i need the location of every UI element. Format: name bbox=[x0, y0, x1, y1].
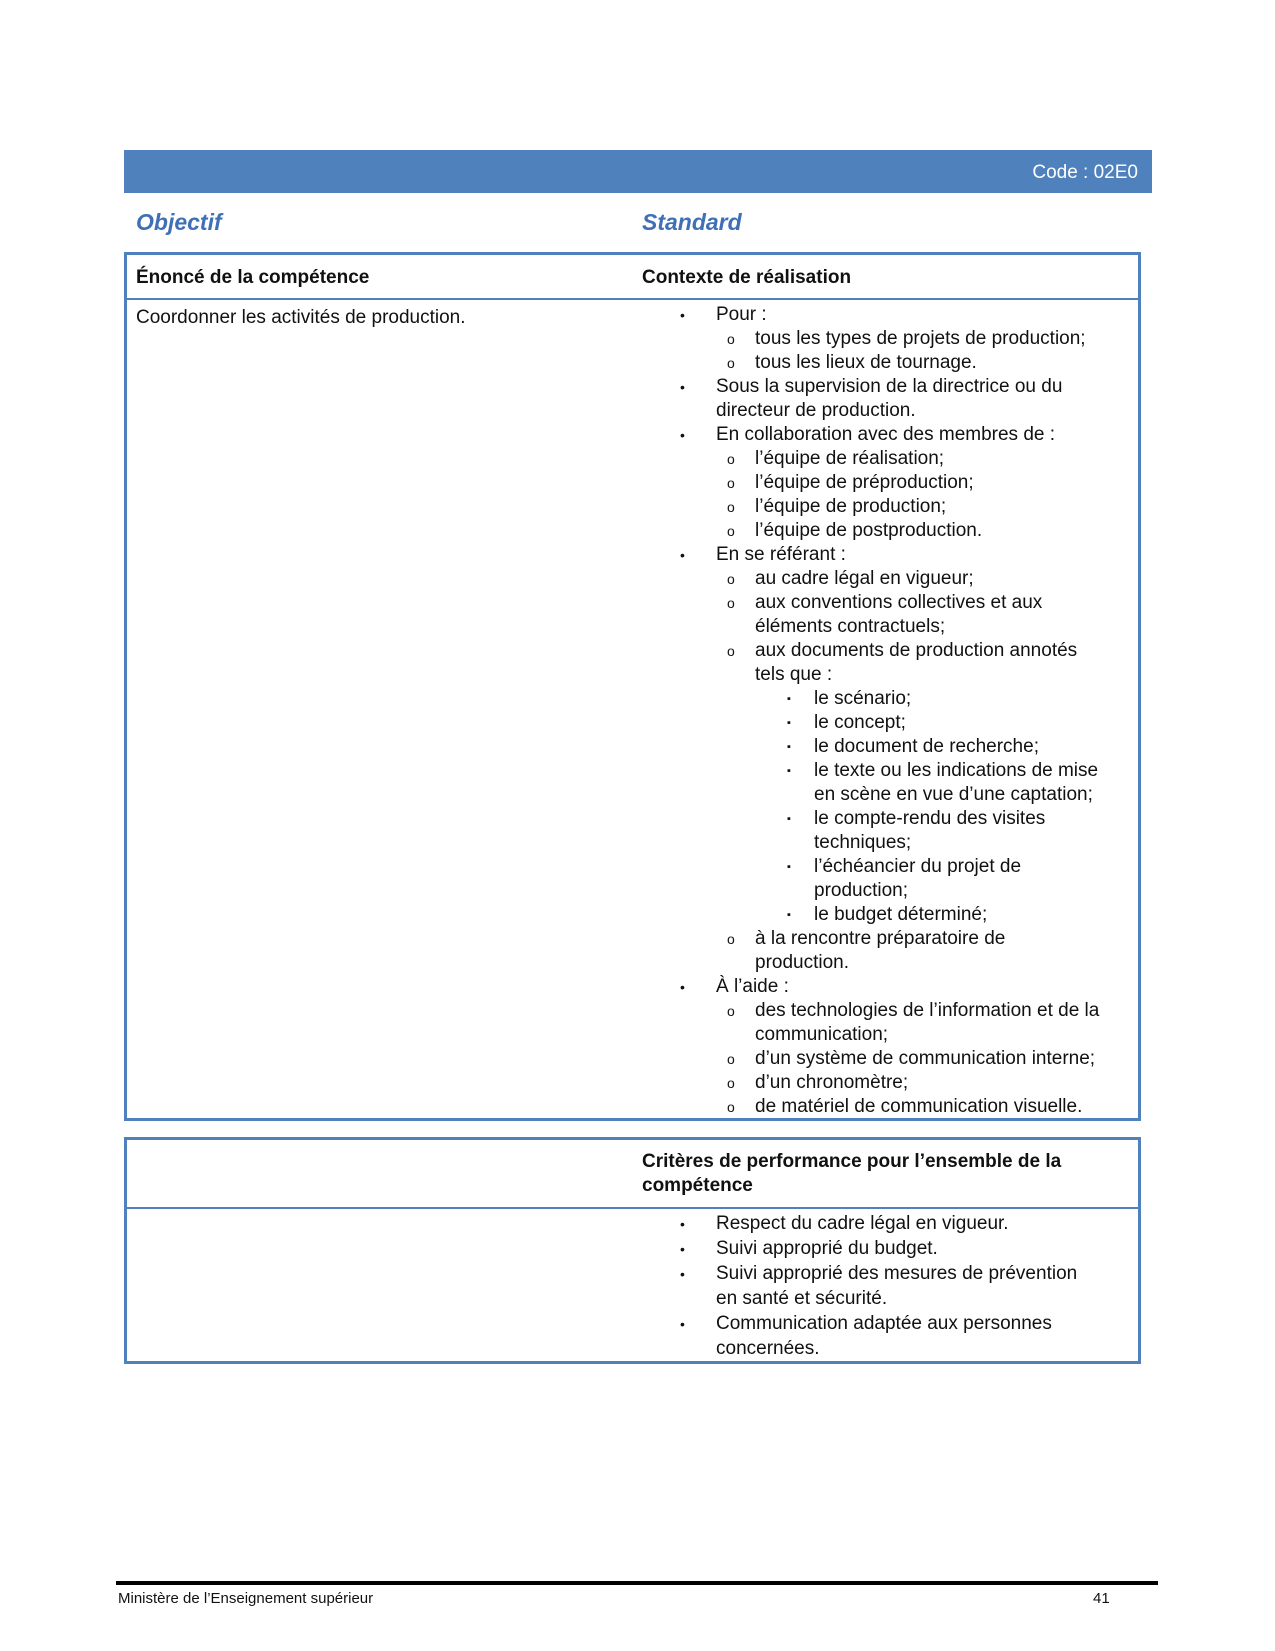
list-item-text: tels que : bbox=[755, 664, 833, 685]
list-item-text: le concept; bbox=[814, 712, 906, 733]
standard-heading: Standard bbox=[642, 209, 742, 235]
list-item-text: l’équipe de préproduction; bbox=[755, 472, 974, 493]
footer-ministry: Ministère de l’Enseignement supérieur bbox=[118, 1590, 374, 1607]
bullet-marker: • bbox=[680, 1316, 685, 1332]
list-item-text: directeur de production. bbox=[716, 400, 916, 421]
bullet-marker: o bbox=[727, 1099, 735, 1115]
list-item-text: production. bbox=[755, 952, 850, 973]
bullet-marker: • bbox=[680, 307, 685, 323]
table-header-divider bbox=[127, 298, 1138, 300]
list-item-text: Communication adaptée aux personnes bbox=[716, 1313, 1052, 1334]
list-item-text: en santé et sécurité. bbox=[716, 1288, 888, 1309]
bullet-marker: o bbox=[727, 571, 735, 587]
list-item-text: le compte-rendu des visites bbox=[814, 808, 1046, 829]
criteria-header-line1: Critères de performance pour l’ensemble de la bbox=[642, 1151, 1062, 1172]
bullet-marker: ▪ bbox=[787, 765, 791, 777]
list-item-text: d’un chronomètre; bbox=[755, 1072, 909, 1093]
bullet-marker: • bbox=[680, 1216, 685, 1232]
bullet-marker: o bbox=[727, 355, 735, 371]
list-item-text: en scène en vue d’une captation; bbox=[814, 784, 1093, 805]
bullet-marker: • bbox=[680, 379, 685, 395]
bullet-marker: ▪ bbox=[787, 741, 791, 753]
bullet-marker: ▪ bbox=[787, 909, 791, 921]
list-item-text: En collaboration avec des membres de : bbox=[716, 424, 1056, 445]
code-label: Code : 02E0 bbox=[1032, 162, 1138, 183]
list-item-text: Suivi approprié du budget. bbox=[716, 1238, 938, 1259]
enonce-header: Énoncé de la compétence bbox=[136, 267, 370, 288]
list-item-text: communication; bbox=[755, 1024, 889, 1045]
list-item-text: tous les lieux de tournage. bbox=[755, 352, 977, 373]
list-item-text: à la rencontre préparatoire de bbox=[755, 928, 1006, 949]
footer-rule bbox=[116, 1581, 1158, 1585]
list-item-text: aux documents de production annotés bbox=[755, 640, 1078, 661]
list-item-text: l’échéancier du projet de bbox=[814, 856, 1022, 877]
list-item-text: Respect du cadre légal en vigueur. bbox=[716, 1213, 1009, 1234]
objectif-heading: Objectif bbox=[136, 209, 222, 235]
footer-page-number: 41 bbox=[1093, 1590, 1110, 1607]
header-banner bbox=[124, 150, 1152, 193]
bullet-marker: o bbox=[727, 331, 735, 347]
criteria-header-divider bbox=[127, 1207, 1138, 1209]
criteria-header-line2: compétence bbox=[642, 1175, 753, 1196]
list-item-text: d’un système de communication interne; bbox=[755, 1048, 1096, 1069]
bullet-marker: ▪ bbox=[787, 861, 791, 873]
bullet-marker: o bbox=[727, 931, 735, 947]
list-item-text: Suivi approprié des mesures de prévention bbox=[716, 1263, 1078, 1284]
bullet-marker: o bbox=[727, 499, 735, 515]
list-item-text: le budget déterminé; bbox=[814, 904, 988, 925]
list-item-text: aux conventions collectives et aux bbox=[755, 592, 1043, 613]
bullet-marker: o bbox=[727, 523, 735, 539]
bullet-marker: ▪ bbox=[787, 717, 791, 729]
list-item-text: production; bbox=[814, 880, 909, 901]
list-item-text: En se référant : bbox=[716, 544, 846, 565]
list-item-text: tous les types de projets de production; bbox=[755, 328, 1086, 349]
bullet-marker: ▪ bbox=[787, 813, 791, 825]
bullet-marker: o bbox=[727, 643, 735, 659]
list-item-text: éléments contractuels; bbox=[755, 616, 946, 637]
bullet-marker: o bbox=[727, 475, 735, 491]
bullet-marker: o bbox=[727, 595, 735, 611]
list-item-text: l’équipe de réalisation; bbox=[755, 448, 945, 469]
list-item-text: Sous la supervision de la directrice ou du bbox=[716, 376, 1063, 397]
list-item-text: l’équipe de production; bbox=[755, 496, 947, 517]
bullet-marker: ▪ bbox=[787, 693, 791, 705]
enonce-text: Coordonner les activités de production. bbox=[136, 307, 466, 328]
list-item-text: au cadre légal en vigueur; bbox=[755, 568, 974, 589]
list-item-text: de matériel de communication visuelle. bbox=[755, 1096, 1083, 1117]
list-item-text: l’équipe de postproduction. bbox=[755, 520, 983, 541]
bullet-marker: • bbox=[680, 547, 685, 563]
list-item-text: des technologies de l’information et de la bbox=[755, 1000, 1100, 1021]
bullet-marker: • bbox=[680, 427, 685, 443]
list-item-text: techniques; bbox=[814, 832, 912, 853]
bullet-marker: o bbox=[727, 1075, 735, 1091]
bullet-marker: o bbox=[727, 1003, 735, 1019]
list-item-text: À l’aide : bbox=[716, 976, 789, 997]
list-item-text: le texte ou les indications de mise bbox=[814, 760, 1099, 781]
list-item-text: le scénario; bbox=[814, 688, 912, 709]
bullet-marker: o bbox=[727, 1051, 735, 1067]
bullet-marker: • bbox=[680, 979, 685, 995]
bullet-marker: o bbox=[727, 451, 735, 467]
bullet-marker: • bbox=[680, 1266, 685, 1282]
list-item-text: le document de recherche; bbox=[814, 736, 1039, 757]
bullet-marker: • bbox=[680, 1241, 685, 1257]
list-item-text: Pour : bbox=[716, 304, 767, 325]
list-item-text: concernées. bbox=[716, 1338, 820, 1359]
contexte-header: Contexte de réalisation bbox=[642, 267, 852, 288]
